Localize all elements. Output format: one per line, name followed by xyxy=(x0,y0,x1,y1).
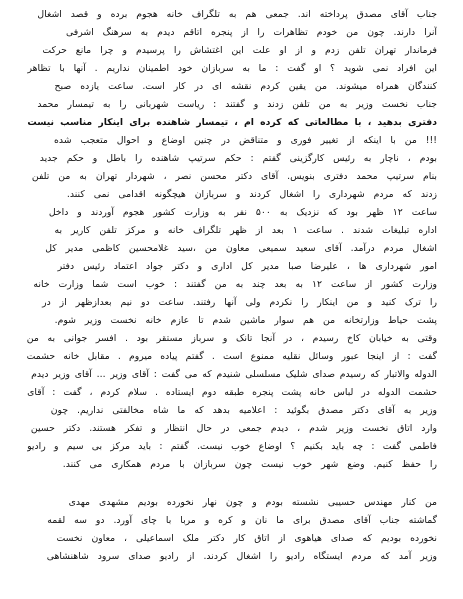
text-line: وزیر به آقای دکتر مصدق بگوئید : اعلامیه بدهد که ما شاه مخالفتی نداریم. چون xyxy=(50,405,437,416)
text-line: اشغال مردم درآمد. آقای سعید سمیعی معاون من ،سید غلامحسین کاظمی مدیر کل xyxy=(45,243,437,254)
text-line: وارد اتاق نخست وزیر شدم ، دیدم جمعی در حال انتظار و تفکر هستند. دکتر حسین xyxy=(30,423,437,434)
text-line: گماشته جناب آقای مصدق برای ما نان و کره و مربا با چای آورد. دو سه لقمه xyxy=(47,515,437,526)
text-line: من کنار مهندس حسیبی نشسته بودم و چون نهار نخورده بودیم مشهدی مهدی xyxy=(68,497,437,508)
text-line: حشمت الدوله در لباس خانه پشت پنجره طبقه دوم ایستاده . سلام کردم ، گفت : آقای xyxy=(27,387,437,398)
text-line: وقتی به خیابان کاخ رسیدم ، در آنجا تانک و سرباز مستقر بود . افسر جوانی به من xyxy=(27,333,437,344)
text-line: امور شهرداری ها ، علیرضا صبا مدیر کل اداری و دکتر جواد اعتماد رئیس دفتر xyxy=(57,261,437,272)
text-line: را حفظ کنیم. وضع شهر خوب نیست چون سربازان با مردم همکاری می کنند. xyxy=(62,459,437,470)
text-line: بنام سرتیپ محمد دفتری بنویس. آقای دکتر محسن نصر ، شهردار تهران به من تلفن xyxy=(31,171,437,182)
text-line: را ترک کنید و من اینکار را نکردم ولی آنها رفتند. ساعت دو نیم بعدازظهر از در xyxy=(42,297,437,308)
text-line: زدند که مردم شهرداری را اشغال کردند و سربازان هیچگونه اقدامی نمی کنند. xyxy=(66,189,437,200)
text-line: آنرا دارند. چون من خودم تظاهرات را از پنجره اتاقم دیدم به سرهنگ اشرفی xyxy=(66,27,437,38)
text-line: کنندگان همراه میشوند. من یقین کردم نقشه ای در کار است. ساعت یازده صبح xyxy=(54,81,437,92)
text-line: پشت حیاط وزارتخانه من هم سوار ماشین شدم تا عازم خانه نخست وزیر شوم. xyxy=(54,315,437,326)
text-line: وزیر آمد که مردم ایستگاه رادیو را اشغال کردند. از رادیو صدای سرود شاهنشاهی xyxy=(46,551,437,562)
text-line: جناب نخست وزیر به من تلفن زدند و گفتند : ریاست شهربانی را به تیمسار محمد xyxy=(37,99,437,110)
paragraph xyxy=(27,6,437,474)
paragraph xyxy=(27,494,437,566)
text-line: بودم ، ناچار به رئیس کارگزینی گفتم : حکم سرتیپ شاهنده را باطل و حکم جدید xyxy=(39,153,437,164)
text-line: ساعت ۱۲ ظهر بود که نزدیک به ۵۰۰ نفر به وزارت کشور هجوم آوردند و داخل xyxy=(48,207,437,218)
text-line: وزارت کشور از ساعت ۱۲ به بعد چند به من گفتند : خوب است شما وزارت خانه xyxy=(33,279,437,290)
text-line: فاطمی گفت : چه باید بکنیم ؟ اوضاع خوب نیست. گفتم : باید مرکز بی سیم و رادیو xyxy=(27,441,437,452)
text-line: اداره تبلیغات شدند . ساعت ۱ بعد از ظهر تلگراف خانه و مرکز تلفن کاریر به xyxy=(54,225,437,236)
text-line: !!! من با اینکه از تغییر فوری و متناقض در چنین اوضاع و احوال متعجب شده xyxy=(53,135,437,146)
text-line: فرماندار تهران تلفن زدم و از او علت این اغتشاش را پرسیدم و چرا مانع حرکت xyxy=(42,45,437,56)
text-line: الدوله والاتبار که رسیدم صدای شلیک مسلسلی شنیدم که می گفت : آقای وزیر ... آقای وزیر دیدم xyxy=(31,369,437,380)
document-body xyxy=(27,6,437,566)
text-line: نخورده بودیم که صدای هیاهوی از اتاق کار دکتر ملک اسماعیلی ، معاون نخست xyxy=(56,533,437,544)
text-line: جناب آقای مصدق پرداخته اند. جمعی هم به تلگراف خانه هجوم برده و قصد اشغال xyxy=(37,9,437,20)
text-line: این افراد نمی شوید ؟ او گفت : ما به سربازان خود اطمینان نداریم . آنها با تظاهر xyxy=(27,63,437,74)
text-line-bold: دفتری بدهید ، با مطالعاتی که کرده ام ، تیمسار شاهنده برای اینکار مناسب نیست xyxy=(27,117,437,128)
text-line: گفت : از اینجا عبور وسائل نقلیه ممنوع است . گفتم پیاده میروم . مقابل خانه حشمت xyxy=(27,351,437,362)
